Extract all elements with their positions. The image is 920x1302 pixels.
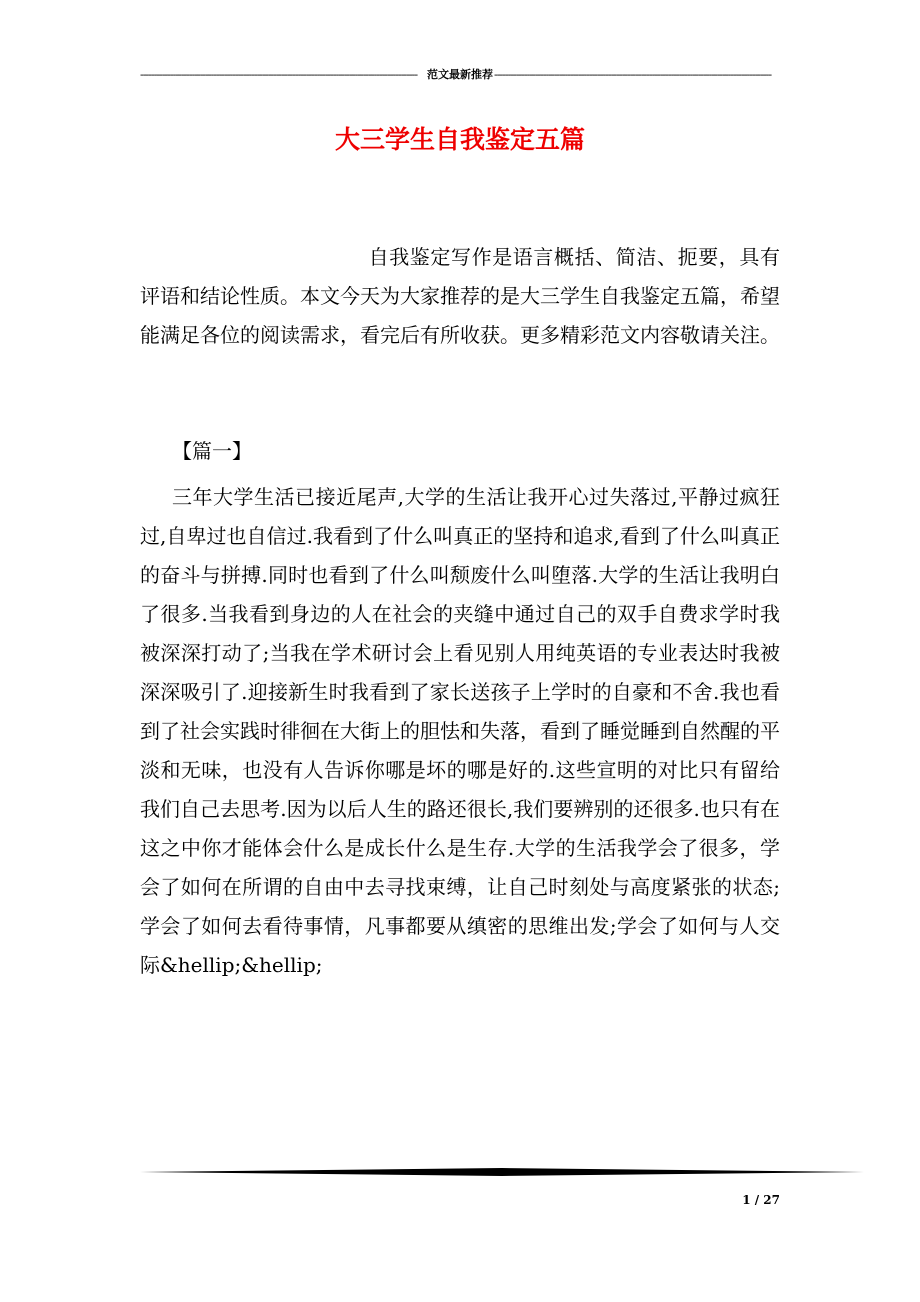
page-header [140, 68, 780, 82]
page-number: 1 / 27 [742, 1193, 780, 1207]
intro-paragraph [140, 238, 780, 355]
intro-text: 自我鉴定写作是语言概括、简洁、扼要，具有评语和结论性质。本文今天为大家推荐的是大三学生自我鉴定五篇，希望能满足各位的阅读需求，看完后有所收获。更多精彩范文内容敬请关注。 [140, 245, 780, 347]
document-title: 大三学生自我鉴定五篇 [334, 125, 585, 154]
footer-rule [140, 1168, 864, 1176]
header-dashes-left: ------------------------------------------------------------------------------------------------------ [140, 68, 418, 81]
article-paragraph: 三年大学生活已接近尾声,大学的生活让我开心过失落过,平静过疯狂过,自卑过也自信过.我看到了什么叫真正的坚持和追求,看到了什么叫真正的奋斗与拼搏.同时也看到了什么叫颓废什么叫堕落.大学的生活让我明白了很多.当我看到身边的人在社会的夹缝中通过自己的双手自费求学时我被深深打动了;当我在学术研讨会上看见别人用纯英语的专业表达时我被深深吸引了.迎接新生时我看到了家长送孩子上学时的自豪和不舍.我也看到了社会实践时徘徊在大街上的胆怯和失落，看到了睡觉睡到自然醒的平淡和无味，也没有人告诉你哪是坏的哪是好的.这些宣明的对比只有留给我们自己去思考.因为以后人生的路还很长,我们要辨别的还很多.也只有在这之中你才能体会什么是成长什么是生存.大学的生活我学会了很多，学会了如何在所谓的自由中去寻找束缚，让自己时刻处与高度紧张的状态;学会了如何去看待事情，凡事都要从缜密的思维出发;学会了如何与人交际&hellip;&hellip; [140, 485, 780, 977]
header-label: 范文最新推荐 [427, 68, 493, 81]
section-heading: 【篇一】 [172, 439, 252, 463]
header-dashes-right: ------------------------------------------------------------------------------------------------------ [494, 68, 772, 81]
